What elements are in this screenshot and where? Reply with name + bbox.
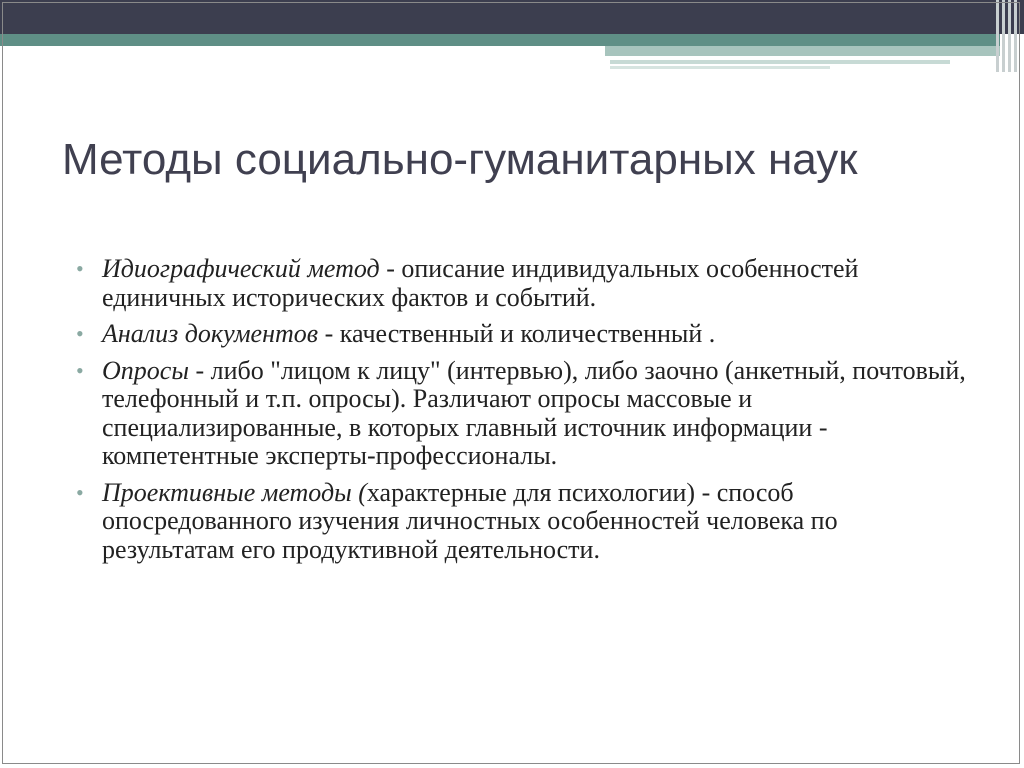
bullet-icon: • (76, 256, 84, 281)
bullet-icon: • (76, 321, 84, 346)
method-term: Идиографический метод (102, 254, 380, 283)
list-item (74, 255, 974, 312)
header-accent-band (0, 34, 1000, 46)
list-item (74, 479, 974, 565)
method-description: - либо "лицом к лицу" (интервью), либо заочно (анкетный, почтовый, телефонный и т.п. опросы). Различают опросы массовые и специализированные, в которых главный источник информации - компетентные эксперты-профессионалы. (102, 355, 966, 470)
method-term: Проективные методы ( (102, 477, 367, 507)
method-description: характерные для психологии) - способ опосредованного изучения личностных особенностей человека по результатам его продуктивной деятельности. (102, 477, 838, 564)
corner-decoration (994, 0, 1020, 72)
method-description: - качественный и количественный . (318, 319, 716, 348)
slide-title: Методы социально-гуманитарных наук (62, 135, 858, 184)
bullet-list (74, 255, 974, 572)
list-item (74, 320, 974, 349)
header-accent-stripe (610, 60, 950, 64)
header-bar (0, 0, 1024, 34)
method-term: Опросы (102, 355, 189, 385)
header-accent-stripe (610, 66, 830, 69)
bullet-icon: • (76, 479, 84, 505)
bullet-icon: • (76, 357, 84, 383)
header-accent-stripe (605, 46, 1000, 56)
method-term: Анализ документов (102, 319, 319, 348)
list-item (74, 357, 974, 471)
method-description: - описание индивидуальных особенностей единичных исторических фактов и событий. (102, 254, 859, 312)
